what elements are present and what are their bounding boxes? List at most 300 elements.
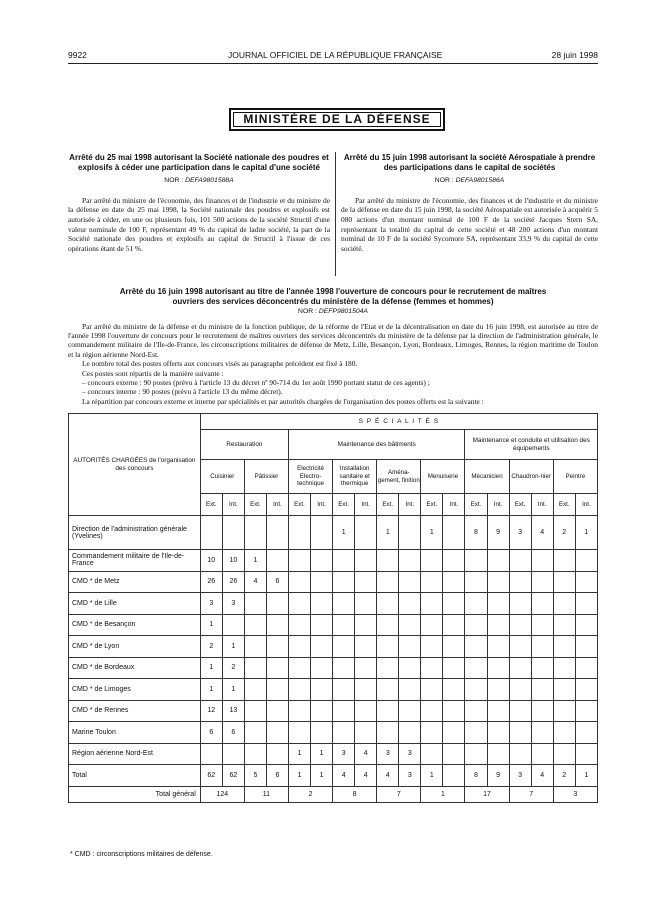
table-cell xyxy=(421,722,443,744)
grand-total-cell: 3 xyxy=(553,787,597,803)
table-cell xyxy=(509,743,531,765)
table-cell xyxy=(377,636,399,658)
row-label: CMD * de Besançon xyxy=(69,614,201,636)
table-cell xyxy=(509,571,531,593)
table-cell xyxy=(311,550,333,572)
table-cell xyxy=(465,571,487,593)
ministry-heading: MINISTÈRE DE LA DÉFENSE xyxy=(229,108,445,131)
table-cell xyxy=(487,614,509,636)
table-cell xyxy=(333,700,355,722)
table-row xyxy=(69,743,598,765)
table-cell xyxy=(421,614,443,636)
grand-total-cell: 7 xyxy=(509,787,553,803)
grand-total-cell: 1 xyxy=(421,787,465,803)
table-cell xyxy=(575,614,597,636)
table-cell: 3 xyxy=(222,593,244,615)
table-cell xyxy=(575,743,597,765)
ext-header: Ext. xyxy=(333,494,355,516)
table-cell xyxy=(355,516,377,550)
row-label: CMD * de Metz xyxy=(69,571,201,593)
table-cell xyxy=(200,743,222,765)
right-article-body: Par arrêté du ministre de l'économie, des finances et de l'industrie et du ministre de la défense en date du 15 juin 1998, la société Aérospatiale est autorisée à acquérir 5 080 actions d'un montant nominal de 100 F de la société Jacques Stern SA, représentant la totalité du capital de cette société et 48 200 actions d'un montant nominal de 10 F de la société Sycomore SA, représentant 33,9 % du capital de cette société. xyxy=(341,195,598,253)
table-cell: 26 xyxy=(222,571,244,593)
row-label: Total xyxy=(69,765,201,787)
table-cell xyxy=(333,593,355,615)
row-label: Région aérienne Nord-Est xyxy=(69,743,201,765)
table-cell xyxy=(311,593,333,615)
left-article xyxy=(68,153,330,253)
group-header: Maintenance des bâtiments xyxy=(288,430,464,460)
table-cell: 2 xyxy=(222,657,244,679)
table-cell xyxy=(399,700,421,722)
table-cell xyxy=(266,722,288,744)
table-cell xyxy=(244,636,266,658)
table-cell: 3 xyxy=(200,593,222,615)
table-cell xyxy=(465,593,487,615)
table-cell xyxy=(575,679,597,701)
table-cell: 9 xyxy=(487,765,509,787)
table-cell xyxy=(531,743,553,765)
table-cell: 13 xyxy=(222,700,244,722)
footnote: * CMD : circonscriptions militaires de défense. xyxy=(70,851,213,858)
table-row xyxy=(69,571,598,593)
table-cell xyxy=(421,636,443,658)
main-paragraph-6: La répartition par concours externe et interne par spécialités et par autorités chargées de l'organisation des postes offerts est la suivante : xyxy=(82,396,484,406)
right-article xyxy=(341,153,598,253)
int-header: Int. xyxy=(575,494,597,516)
table-cell xyxy=(355,722,377,744)
table-cell xyxy=(311,614,333,636)
table-cell: 2 xyxy=(200,636,222,658)
table-cell xyxy=(509,636,531,658)
table-cell xyxy=(531,657,553,679)
table-cell xyxy=(200,516,222,550)
table-cell xyxy=(443,516,465,550)
table-cell xyxy=(311,657,333,679)
table-cell xyxy=(222,743,244,765)
right-article-title: Arrêté du 15 juin 1998 autorisant la société Aérospatiale à prendre des participations dans le capital de sociétés xyxy=(343,153,596,172)
table-cell xyxy=(421,743,443,765)
table-cell xyxy=(553,614,575,636)
table-cell xyxy=(333,550,355,572)
table-cell xyxy=(443,700,465,722)
table-cell xyxy=(465,722,487,744)
table-cell xyxy=(509,593,531,615)
table-cell: 1 xyxy=(575,765,597,787)
table-cell xyxy=(288,614,310,636)
int-header: Int. xyxy=(355,494,377,516)
table-cell xyxy=(244,593,266,615)
table-row xyxy=(69,722,598,744)
table-cell xyxy=(311,571,333,593)
table-cell xyxy=(288,636,310,658)
table-cell xyxy=(531,593,553,615)
table-cell xyxy=(509,657,531,679)
table-cell xyxy=(575,722,597,744)
int-header: Int. xyxy=(311,494,333,516)
main-paragraph-4: – concours externe : 90 postes (prévu à l'article 13 du décret nº 90-714 du 1er août 1990 portant statut de ces agents) ; xyxy=(82,378,430,388)
table-cell xyxy=(244,516,266,550)
journal-title: JOURNAL OFFICIEL DE LA RÉPUBLIQUE FRANÇAISE xyxy=(228,50,443,60)
table-cell xyxy=(509,722,531,744)
table-cell: 4 xyxy=(531,765,553,787)
table-cell xyxy=(311,516,333,550)
main-paragraph-5: – concours interne : 90 postes (prévu à l'article 13 du même décret). xyxy=(82,387,283,397)
table-cell xyxy=(288,593,310,615)
table-cell xyxy=(575,636,597,658)
table-cell xyxy=(421,700,443,722)
table-cell: 6 xyxy=(266,571,288,593)
table-cell xyxy=(443,743,465,765)
table-cell xyxy=(465,636,487,658)
table-cell xyxy=(421,679,443,701)
table-cell xyxy=(487,593,509,615)
ext-header: Ext. xyxy=(465,494,487,516)
grand-total-row xyxy=(69,787,598,803)
table-cell xyxy=(399,657,421,679)
table-cell xyxy=(443,765,465,787)
int-header: Int. xyxy=(443,494,465,516)
main-paragraph-2: Le nombre total des postes offerts aux concours visés au paragraphe précédent est fixé à 180. xyxy=(82,359,358,369)
table-row xyxy=(69,679,598,701)
issue-date: 28 juin 1998 xyxy=(551,50,598,60)
table-cell xyxy=(355,614,377,636)
row-label: CMD * de Lyon xyxy=(69,636,201,658)
table-cell: 1 xyxy=(288,765,310,787)
int-header: Int. xyxy=(222,494,244,516)
table-cell xyxy=(531,700,553,722)
table-cell: 4 xyxy=(377,765,399,787)
table-cell xyxy=(575,700,597,722)
table-cell xyxy=(333,614,355,636)
table-cell xyxy=(288,657,310,679)
ext-header: Ext. xyxy=(377,494,399,516)
grand-total-cell: 11 xyxy=(244,787,288,803)
table-cell xyxy=(399,636,421,658)
table-cell xyxy=(266,679,288,701)
table-cell xyxy=(487,550,509,572)
right-article-nor: NOR : DEFA9801586A xyxy=(434,177,505,185)
table-cell: 1 xyxy=(311,743,333,765)
table-cell xyxy=(355,593,377,615)
table-cell xyxy=(244,743,266,765)
table-cell xyxy=(553,743,575,765)
table-cell: 3 xyxy=(509,516,531,550)
table-cell: 10 xyxy=(200,550,222,572)
table-cell xyxy=(222,614,244,636)
table-cell: 1 xyxy=(421,765,443,787)
table-cell xyxy=(288,700,310,722)
table-cell xyxy=(575,657,597,679)
table-cell xyxy=(487,571,509,593)
table-cell xyxy=(333,679,355,701)
table-cell xyxy=(575,550,597,572)
table-cell: 3 xyxy=(377,743,399,765)
table-cell xyxy=(399,571,421,593)
table-cell xyxy=(311,722,333,744)
table-cell: 5 xyxy=(244,765,266,787)
table-cell xyxy=(266,657,288,679)
table-row xyxy=(69,614,598,636)
table-cell xyxy=(333,636,355,658)
table-cell: 1 xyxy=(288,743,310,765)
table-cell: 3 xyxy=(333,743,355,765)
table-cell: 6 xyxy=(222,722,244,744)
table-cell xyxy=(222,516,244,550)
table-cell: 62 xyxy=(200,765,222,787)
specialty-header: Mécanicien xyxy=(465,460,509,494)
ext-header: Ext. xyxy=(288,494,310,516)
int-header: Int. xyxy=(531,494,553,516)
table-row xyxy=(69,765,598,787)
table-cell xyxy=(355,700,377,722)
table-cell: 2 xyxy=(553,765,575,787)
table-cell xyxy=(531,550,553,572)
table-cell: 1 xyxy=(200,679,222,701)
table-cell: 1 xyxy=(421,516,443,550)
table-cell xyxy=(399,516,421,550)
specialty-header: Aména-gement, finition xyxy=(377,460,421,494)
table-cell: 3 xyxy=(509,765,531,787)
table-cell xyxy=(487,636,509,658)
table-cell xyxy=(487,657,509,679)
table-cell xyxy=(421,550,443,572)
column-separator xyxy=(335,152,336,276)
table-row xyxy=(69,516,598,550)
left-article-body: Par arrêté du ministre de l'économie, des finances et de l'industrie et du ministre de la défense en date du 25 mai 1998, la Société nationale des poudres et explosifs est autorisée à céder, en une ou plusieurs fois, 101 500 actions de la société Structil d'une valeur nominale de 100 F, représentant 49 % du capital de ladite société, la part de la Société nationale des poudres et explosifs au capital de Structil à l'issue de ces opérations étant de 51 %. xyxy=(68,195,330,253)
table-cell: 6 xyxy=(200,722,222,744)
table-cell xyxy=(421,657,443,679)
table-cell: 1 xyxy=(311,765,333,787)
table-row xyxy=(69,657,598,679)
specialty-header: Peintre xyxy=(553,460,597,494)
grand-total-cell: 2 xyxy=(288,787,332,803)
table-cell xyxy=(333,657,355,679)
table-cell xyxy=(311,679,333,701)
group-header: Maintenance et conduite et utilisation des équipements xyxy=(465,430,598,460)
table-cell xyxy=(399,722,421,744)
table-cell xyxy=(288,679,310,701)
table-cell xyxy=(531,614,553,636)
specialty-header: Menuiserie xyxy=(421,460,465,494)
main-article-nor: NOR : DEFP9801504A xyxy=(298,308,368,316)
table-cell xyxy=(377,550,399,572)
table-cell xyxy=(531,636,553,658)
table-cell xyxy=(311,700,333,722)
grand-total-cell: 17 xyxy=(465,787,509,803)
table-cell xyxy=(443,614,465,636)
row-label: Commandement militaire de l'Ile-de-France xyxy=(69,550,201,572)
table-cell: 9 xyxy=(487,516,509,550)
table-cell xyxy=(421,571,443,593)
table-cell: 8 xyxy=(465,765,487,787)
table-cell xyxy=(399,679,421,701)
table-cell xyxy=(553,679,575,701)
table-cell xyxy=(355,550,377,572)
row-label: CMD * de Rennes xyxy=(69,700,201,722)
table-cell xyxy=(443,571,465,593)
table-cell xyxy=(399,593,421,615)
table-cell xyxy=(553,593,575,615)
main-article-title: Arrêté du 16 juin 1998 autorisant au titre de l'année 1998 l'ouverture de concours pour le recrutement de maîtres ouvriers des services déconcentrés du ministère de la défense (femmes et hommes) xyxy=(119,287,547,306)
table-cell xyxy=(288,722,310,744)
table-cell xyxy=(553,571,575,593)
row-label: Marine Toulon xyxy=(69,722,201,744)
row-label: CMD * de Limoges xyxy=(69,679,201,701)
table-cell xyxy=(553,657,575,679)
table-cell xyxy=(266,636,288,658)
header-rule xyxy=(68,63,598,64)
table-cell xyxy=(288,516,310,550)
specialty-header: Cuisinier xyxy=(200,460,244,494)
table-cell xyxy=(487,722,509,744)
table-cell xyxy=(244,657,266,679)
table-cell xyxy=(266,614,288,636)
table-cell xyxy=(311,636,333,658)
left-article-nor: NOR : DEFA9801588A xyxy=(164,177,234,185)
table-cell xyxy=(399,614,421,636)
table-cell: 1 xyxy=(377,516,399,550)
table-cell xyxy=(244,679,266,701)
table-cell xyxy=(377,657,399,679)
table-cell: 8 xyxy=(465,516,487,550)
table-cell: 2 xyxy=(553,516,575,550)
grand-total-cell: 124 xyxy=(200,787,244,803)
table-cell xyxy=(531,722,553,744)
table-cell: 6 xyxy=(266,765,288,787)
table-cell xyxy=(443,657,465,679)
ext-header: Ext. xyxy=(509,494,531,516)
table-cell xyxy=(266,516,288,550)
table-cell xyxy=(377,571,399,593)
table-cell xyxy=(487,700,509,722)
table-cell xyxy=(377,593,399,615)
table-cell xyxy=(244,722,266,744)
table-cell xyxy=(355,571,377,593)
table-cell: 4 xyxy=(531,516,553,550)
table-cell xyxy=(531,571,553,593)
page-number: 9922 xyxy=(68,50,87,60)
table-cell xyxy=(443,550,465,572)
table-cell xyxy=(377,679,399,701)
table-cell xyxy=(355,657,377,679)
table-cell xyxy=(266,743,288,765)
table-row xyxy=(69,700,598,722)
main-paragraph-1: Par arrêté du ministre de la défense et du ministre de la fonction publique, de la réforme de l'Etat et de la décentralisation en date du 16 juin 1998, est autorisée au titre de l'année 1998 l'ouverture de concours pour le recrutement de maîtres ouvriers des services déconcentrés du ministère de la défense par la direction de l'administration générale, le commandement militaire de l'Ile-de-France, les circonscriptions militaires de défense de Metz, Lille, Besançon, Lyon, Bordeaux, Limoges, Rennes, la région maritime de Toulon et la région aérienne Nord-Est. xyxy=(68,321,598,359)
table-cell: 1 xyxy=(575,516,597,550)
table-cell xyxy=(377,700,399,722)
ext-header: Ext. xyxy=(553,494,575,516)
table-cell xyxy=(465,657,487,679)
table-cell: 4 xyxy=(244,571,266,593)
table-cell xyxy=(509,700,531,722)
table-cell: 3 xyxy=(399,743,421,765)
table-cell: 1 xyxy=(200,614,222,636)
table-cell xyxy=(244,614,266,636)
specialty-header: Electricité Electro-technique xyxy=(288,460,332,494)
ext-header: Ext. xyxy=(421,494,443,516)
int-header: Int. xyxy=(487,494,509,516)
table-cell xyxy=(465,679,487,701)
table-cell xyxy=(465,550,487,572)
table-cell: 1 xyxy=(333,516,355,550)
specialites-header: S P É C I A L I T É S xyxy=(200,414,597,430)
table-cell: 1 xyxy=(222,679,244,701)
table-cell xyxy=(266,550,288,572)
table-cell xyxy=(465,614,487,636)
table-cell: 26 xyxy=(200,571,222,593)
table-cell xyxy=(509,679,531,701)
row-label: CMD * de Lille xyxy=(69,593,201,615)
left-article-title: Arrêté du 25 mai 1998 autorisant la Société nationale des poudres et explosifs à céder une participation dans le capital d'une société xyxy=(69,153,329,172)
table-row xyxy=(69,550,598,572)
table-cell: 4 xyxy=(333,765,355,787)
main-article xyxy=(68,287,598,406)
ext-header: Ext. xyxy=(244,494,266,516)
group-header: Restauration xyxy=(200,430,288,460)
table-cell xyxy=(553,636,575,658)
table-cell: 4 xyxy=(355,743,377,765)
table-cell xyxy=(575,593,597,615)
table-cell xyxy=(333,722,355,744)
int-header: Int. xyxy=(399,494,421,516)
table-cell xyxy=(377,722,399,744)
table-cell xyxy=(443,593,465,615)
table-cell xyxy=(465,700,487,722)
table-cell: 10 xyxy=(222,550,244,572)
table-cell: 62 xyxy=(222,765,244,787)
specialty-header: Chaudron-nier xyxy=(509,460,553,494)
table-cell: 12 xyxy=(200,700,222,722)
table-cell xyxy=(443,679,465,701)
table-cell xyxy=(421,593,443,615)
grand-total-cell: 7 xyxy=(377,787,421,803)
row-label: CMD * de Bordeaux xyxy=(69,657,201,679)
row-label: Direction de l'administration générale (Yvelines) xyxy=(69,516,201,550)
table-cell xyxy=(443,722,465,744)
table-cell: 1 xyxy=(244,550,266,572)
table-row xyxy=(69,636,598,658)
int-header: Int. xyxy=(266,494,288,516)
table-cell: 1 xyxy=(222,636,244,658)
table-cell xyxy=(266,593,288,615)
table-cell xyxy=(553,550,575,572)
allocation-table xyxy=(68,413,598,803)
table-cell xyxy=(509,550,531,572)
table-cell xyxy=(288,571,310,593)
table-cell xyxy=(443,636,465,658)
table-cell: 1 xyxy=(200,657,222,679)
specialty-header: Installation sanitaire et thermique xyxy=(333,460,377,494)
table-cell xyxy=(465,743,487,765)
table-cell xyxy=(355,679,377,701)
table-cell xyxy=(553,722,575,744)
table-cell xyxy=(288,550,310,572)
table-cell xyxy=(333,571,355,593)
table-cell xyxy=(509,614,531,636)
table-cell xyxy=(244,700,266,722)
main-paragraph-3: Ces postes sont répartis de la manière suivante : xyxy=(82,368,224,378)
grand-total-cell: 8 xyxy=(333,787,377,803)
specialty-header: Pâtissier xyxy=(244,460,288,494)
table-cell xyxy=(355,636,377,658)
table-cell: 3 xyxy=(399,765,421,787)
authorities-header: AUTORITÉS CHARGÉES de l'organisation des concours xyxy=(69,414,201,516)
table-cell xyxy=(487,743,509,765)
ext-header: Ext. xyxy=(200,494,222,516)
table-cell xyxy=(575,571,597,593)
table-cell xyxy=(487,679,509,701)
